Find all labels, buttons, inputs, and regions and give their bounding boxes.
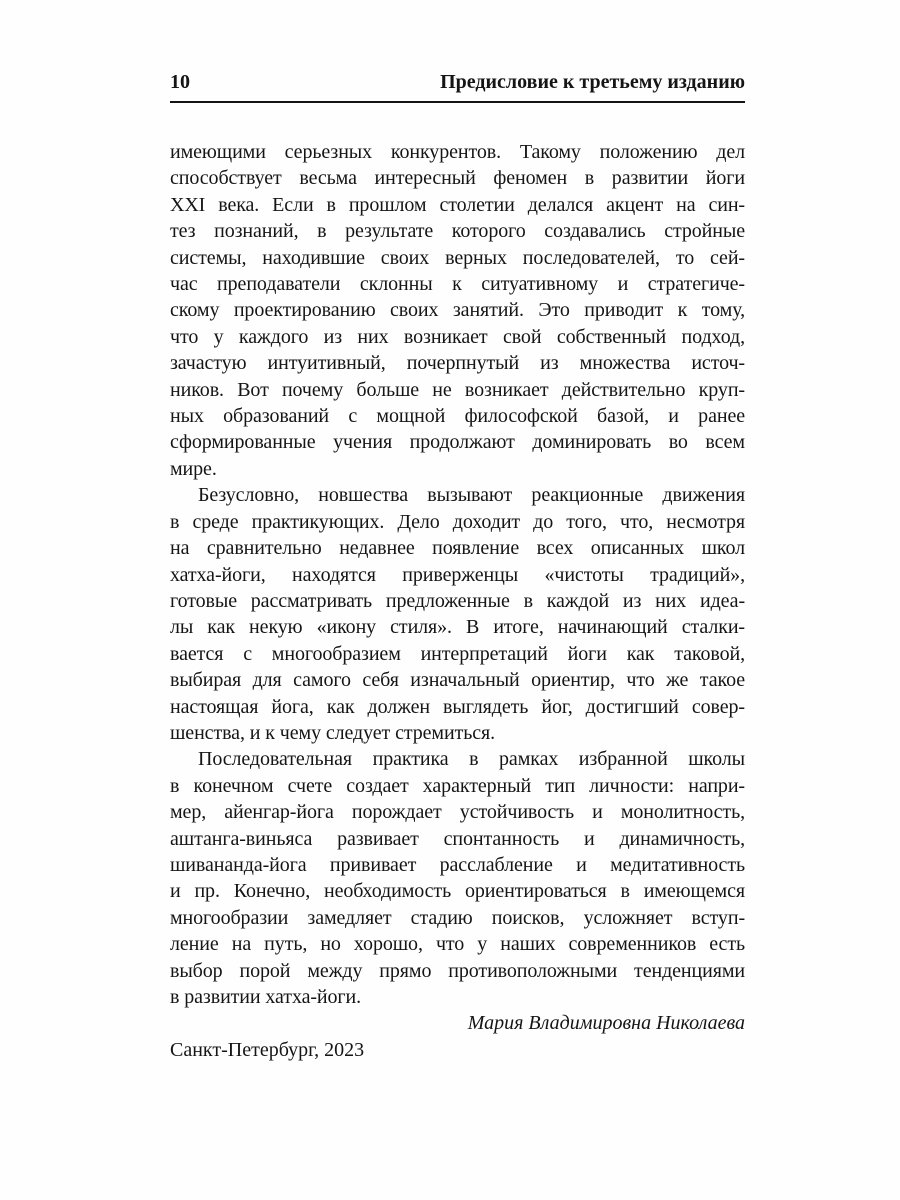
page-header (170, 70, 745, 103)
text-line: в конечном счете создает характерный тип личности: напри- (170, 774, 745, 797)
signature-place-date: Санкт-Петербург, 2023 (170, 1038, 365, 1061)
text-line: ных образований с мощной философской базой, и ранее (170, 405, 745, 428)
text-line: выбор порой между прямо противоположными тенденциями (170, 959, 745, 982)
paragraph (170, 746, 745, 1010)
text-line: сформированные учения продолжают доминировать во всем (170, 431, 745, 454)
page-number: 10 (170, 71, 190, 93)
text-line: настоящая йога, как должен выглядеть йог, достигший совер- (170, 695, 745, 718)
text-line: тез познаний, в результате которого создавались стройные (170, 220, 745, 243)
text-line: зачастую интуитивный, почерпнутый из множества источ- (170, 352, 745, 375)
paragraph (170, 482, 745, 746)
text-line: мире. (170, 457, 217, 480)
body-text (170, 139, 745, 1010)
text-line: и пр. Конечно, необходимость ориентироваться в имеющемся (170, 880, 745, 903)
text-line: вается с многообразием интерпретаций йоги как таковой, (170, 642, 745, 665)
text-line: выбирая для самого себя изначальный ориентир, что же такое (170, 669, 745, 692)
text-line: системы, находившие своих верных последователей, то сей- (170, 246, 745, 269)
text-line: готовые рассматривать предложенные в каждой из них идеа- (170, 589, 745, 612)
text-line: шивананда-йога прививает расслабление и медитативность (170, 853, 745, 876)
text-line: хатха-йоги, находятся приверженцы «чистоты традиций», (170, 563, 745, 586)
text-line: час преподаватели склонны к ситуативному и стратегиче- (170, 273, 745, 296)
text-line: многообразии замедляет стадию поисков, усложняет вступ- (170, 906, 745, 929)
running-title: Предисловие к третьему изданию (440, 71, 745, 93)
text-line: способствует весьма интересный феномен в развитии йоги (170, 167, 745, 190)
text-block (170, 70, 745, 1063)
text-line: Последовательная практика в рамках избранной школы (198, 748, 745, 771)
text-line: ление на путь, но хорошо, что у наших современников есть (170, 933, 745, 956)
paragraph (170, 139, 745, 482)
text-line: имеющими серьезных конкурентов. Такому положению дел (170, 141, 745, 163)
text-line: мер, айенгар-йога порождает устойчивость и монолитность, (170, 801, 745, 824)
text-line: XXI века. Если в прошлом столетии делался акцент на син- (170, 193, 745, 216)
signature-author: Мария Владимировна Николаева (467, 1012, 745, 1035)
text-line: на сравнительно недавнее появление всех описанных школ (170, 537, 745, 560)
text-line: лы как некую «икону стиля». В итоге, начинающий сталки- (170, 616, 745, 639)
text-line: аштанга-виньяса развивает спонтанность и динамичность, (170, 827, 745, 850)
text-line: что у каждого из них возникает свой собственный подход, (170, 325, 745, 348)
text-line: скому проектированию своих занятий. Это приводит к тому, (170, 299, 745, 322)
text-line: Безусловно, новшества вызывают реакционные движения (198, 484, 745, 507)
text-line: ников. Вот почему больше не возникает действительно круп- (170, 378, 745, 401)
text-line: шенства, и к чему следует стремиться. (170, 721, 496, 744)
text-line: в среде практикующих. Дело доходит до того, что, несмотря (170, 510, 745, 533)
text-line: в развитии хатха-йоги. (170, 986, 362, 1008)
